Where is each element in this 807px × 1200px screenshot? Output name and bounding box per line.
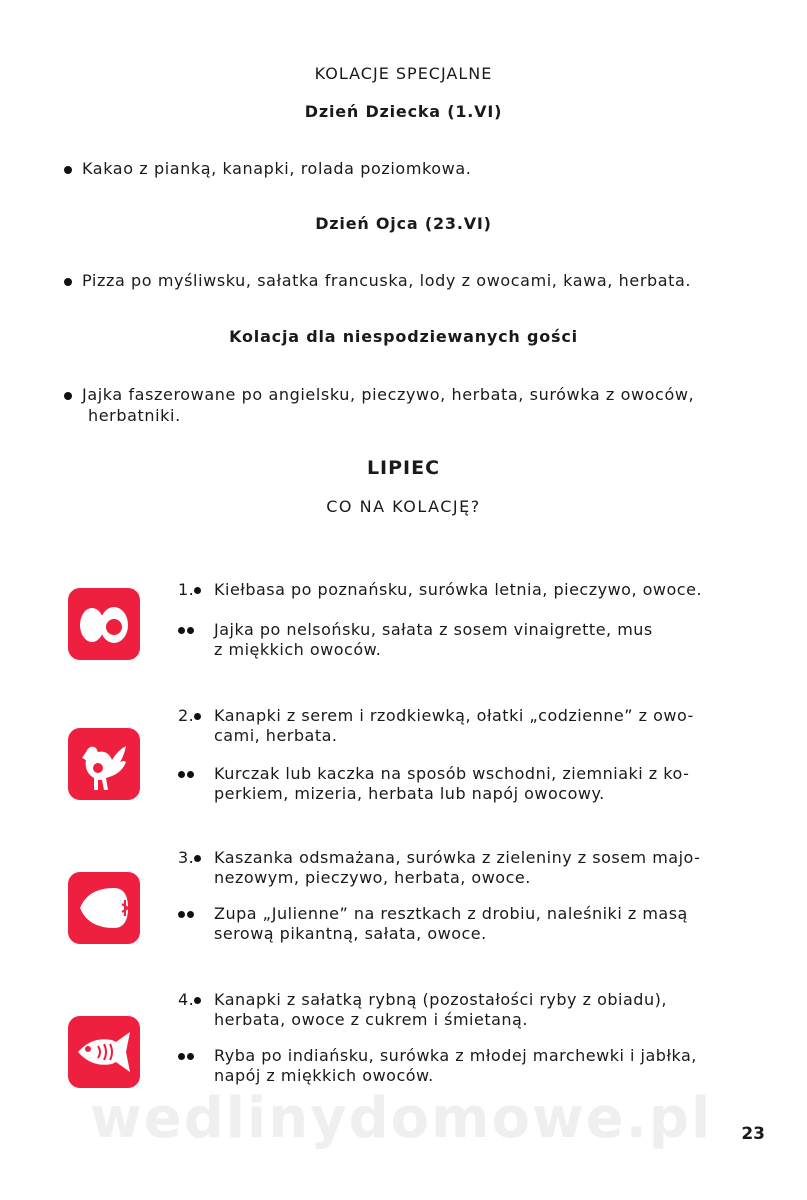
menu-number: 1. (178, 580, 214, 600)
bullet-icon (64, 278, 72, 286)
menu-2-a-line2: cami, herbata. (214, 726, 338, 745)
day2-text: Pizza po myśliwsku, sałatka francuska, lody z owocami, kawa, herbata. (82, 271, 692, 290)
bullet-icon (64, 166, 72, 174)
menu-2-b-line1: Kurczak lub kaczka na sposób wschodni, ziemniaki z ko- (214, 764, 690, 783)
menu-1-b-line1: Jajka po nelsońsku, sałata z sosem vinaigrette, mus (214, 620, 653, 639)
guests-text-line2: herbatniki. (88, 406, 181, 425)
strawberry-icon (68, 872, 140, 944)
month-title: LIPIEC (366, 457, 441, 479)
menu-1-b-line2: z miękkich owoców. (214, 640, 382, 659)
day2-title: Dzień Ojca (23.VI) (315, 214, 492, 233)
guests-menu (64, 384, 744, 426)
day2-menu (64, 270, 744, 291)
menu-alt-dots (178, 764, 214, 784)
menu-3-b-line2: serową pikantną, sałata, owoce. (214, 924, 487, 943)
month-subtitle: CO NA KOLACJĘ? (326, 497, 481, 516)
menu-4-a-line1: Kanapki z sałatką rybną (pozostałości ryby z obiadu), (214, 990, 667, 1009)
menu-2-b-line2: perkiem, mizeria, herbata lub napój owocowy. (214, 784, 605, 803)
menu-number: 3. (178, 848, 214, 868)
egg-icon (68, 588, 140, 660)
menu-2-a-line1: Kanapki z serem i rzodkiewką, ołatki „codzienne” z owo- (214, 706, 694, 725)
menu-number: 2. (178, 706, 214, 726)
fish-icon (68, 1016, 140, 1088)
bullet-icon (64, 392, 72, 400)
menu-3-a-line1: Kaszanka odsmażana, surówka z zieleniny z sosem majo- (214, 848, 701, 867)
menu-1-a-line1: Kiełbasa po poznańsku, surówka letnia, pieczywo, owoce. (214, 580, 703, 599)
page-number: 23 (741, 1124, 765, 1144)
menu-4-a-line2: herbata, owoce z cukrem i śmietaną. (214, 1010, 528, 1029)
menu-3-a-line2: nezowym, pieczywo, herbata, owoce. (214, 868, 531, 887)
menu-4-b-line1: Ryba po indiańsku, surówka z młodej marchewki i jabłka, (214, 1046, 697, 1065)
section-title: KOLACJE SPECJALNE (314, 64, 493, 83)
menu-alt-dots (178, 620, 214, 640)
day1-text: Kakao z pianką, kanapki, rolada poziomkowa. (82, 159, 472, 178)
rooster-icon (68, 728, 140, 800)
day1-menu (64, 158, 744, 179)
menu-4-b-line2: napój z miękkich owoców. (214, 1066, 434, 1085)
menu-number: 4. (178, 990, 214, 1010)
menu-alt-dots (178, 904, 214, 924)
menu-3-b-line1: Zupa „Julienne” na resztkach z drobiu, naleśniki z masą (214, 904, 688, 923)
menu-alt-dots (178, 1046, 214, 1066)
guests-text-line1: Jajka faszerowane po angielsku, pieczywo, herbata, surówka z owoców, (82, 385, 695, 404)
guests-title: Kolacja dla niespodziewanych gości (229, 327, 578, 346)
watermark: wedlinydomowe.pl (90, 1086, 713, 1151)
day1-title: Dzień Dziecka (1.VI) (304, 102, 503, 121)
